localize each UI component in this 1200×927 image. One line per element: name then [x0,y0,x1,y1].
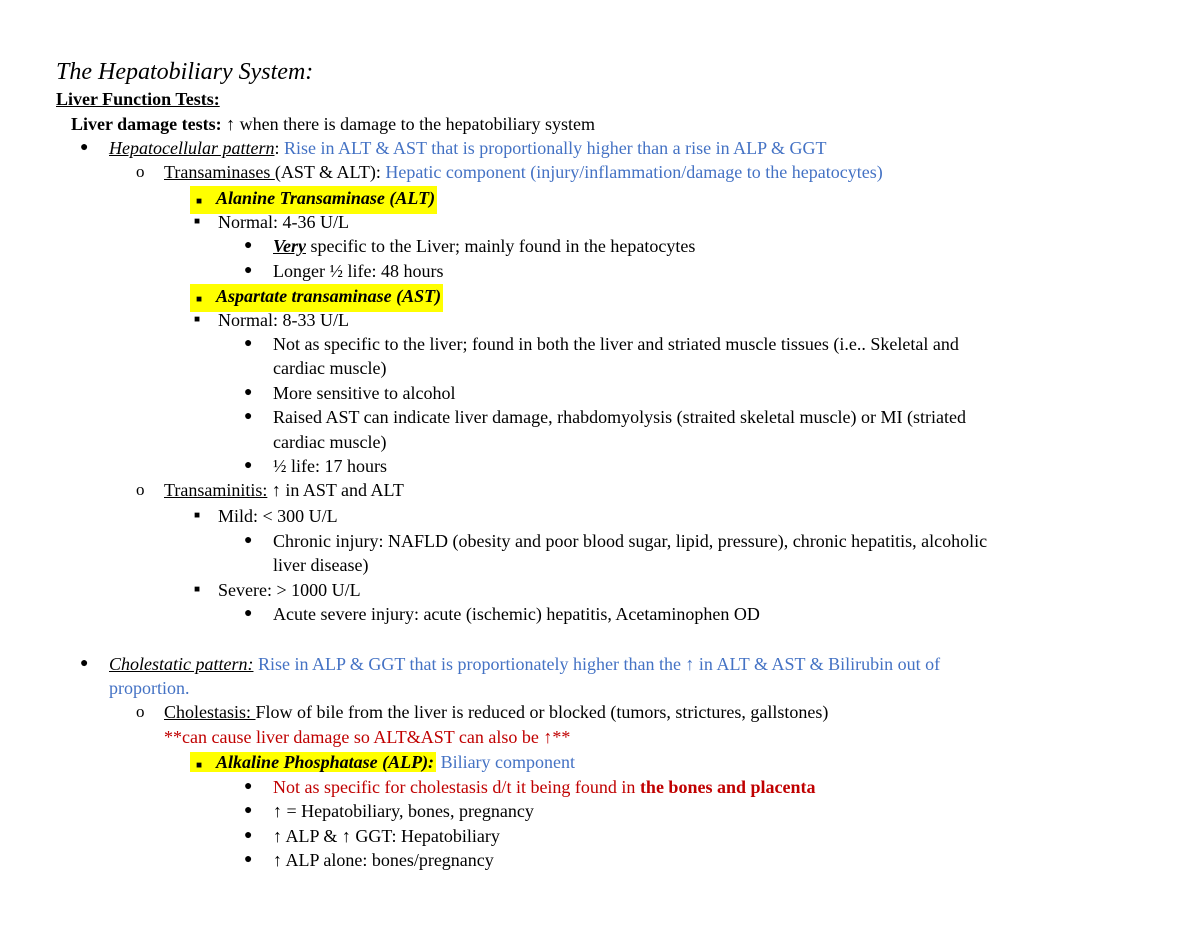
alp-line [190,750,575,778]
bullet-icon: ● [244,238,253,253]
bullet-icon: ● [244,803,253,818]
alp-b4: ↑ ALP alone: bones/pregnancy [273,850,494,870]
alp-b1-text: Not as specific for cholestasis d/t it being found in [273,777,640,797]
alp-b3: ↑ ALP & ↑ GGT: Hepatobiliary [273,826,500,846]
bullet-icon: ● [244,385,253,400]
alt-name: Alanine Transaminase (ALT) [216,188,436,208]
alt-normal: Normal: 4-36 U/L [218,212,349,232]
mild-bullet: Chronic injury: NAFLD (obesity and poor blood sugar, lipid, pressure), chronic hepatitis, alcoholic [273,531,988,551]
alp-b2: ↑ = Hepatobiliary, bones, pregnancy [273,801,534,821]
bullet-icon: ● [244,409,253,424]
transaminitis-label: Transaminitis: [164,480,268,500]
bullet-icon: ● [80,140,89,155]
square-bullet-icon: ■ [194,314,201,325]
ast-b1-cont: cardiac muscle) [273,358,387,378]
bullet-icon: ● [244,263,253,278]
alt-halflife: Longer ½ life: 48 hours [273,261,444,281]
bullet-icon: ● [244,336,253,351]
ast-name: Aspartate transaminase (AST) [216,286,442,306]
cholestatic-line [109,652,940,676]
severe-bullet: Acute severe injury: acute (ischemic) hepatitis, Acetaminophen OD [273,604,760,624]
ast-b4: ½ life: 17 hours [273,456,387,476]
square-bullet-icon: ■ [194,216,201,227]
intro-line [71,112,595,136]
square-bullet-icon: ■ [196,294,203,305]
page-title: The Hepatobiliary System: [56,59,314,85]
square-bullet-icon: ■ [196,760,203,771]
alp-b1-bold: the bones and placenta [639,777,816,797]
transaminases-line [164,160,883,184]
bullet-icon: ● [244,458,253,473]
section-heading: Liver Function Tests: [56,89,220,109]
bullet-icon: ● [80,656,89,671]
ast-b2: More sensitive to alcohol [273,383,456,403]
bullet-icon: ● [244,606,253,621]
cholestasis-text: Flow of bile from the liver is reduced or blocked (tumors, strictures, gallstones) [255,702,829,722]
ast-normal: Normal: 8-33 U/L [218,310,349,330]
square-bullet-icon: ■ [194,584,201,595]
intro-text: ↑ when there is damage to the hepatobiliary system [221,114,596,134]
transaminases-text: Hepatic component (injury/inflammation/damage to the hepatocytes) [385,162,883,182]
circle-bullet-icon: o [136,162,145,181]
alt-specific [273,234,695,258]
circle-bullet-icon: o [136,702,145,721]
mild-line: Mild: < 300 U/L [218,506,338,526]
intro-label: Liver damage tests: [71,114,222,134]
circle-bullet-icon: o [136,480,145,499]
transaminitis-text: ↑ in AST and ALT [267,480,404,500]
hepatocellular-colon: : [274,138,284,158]
ast-b3: Raised AST can indicate liver damage, rhabdomyolysis (straited skeletal muscle) or MI (striated [273,407,966,427]
ast-b1: Not as specific to the liver; found in both the liver and striated muscle tissues (i.e.. Skeletal and [273,334,959,354]
ast-b3-cont: cardiac muscle) [273,432,387,452]
cholestatic-label: Cholestatic pattern: [109,654,254,674]
alt-very: Very [273,236,306,256]
alp-heading [190,752,436,772]
severe-line: Severe: > 1000 U/L [218,580,361,600]
mild-bullet-cont: liver disease) [273,555,369,575]
alt-specific-text: specific to the Liver; mainly found in the hepatocytes [306,236,696,256]
bullet-icon: ● [244,828,253,843]
cholestasis-warning: **can cause liver damage so ALT&AST can also be ↑** [164,727,571,747]
square-bullet-icon: ■ [194,510,201,521]
transaminitis-line [164,478,404,502]
alp-name: Alkaline Phosphatase (ALP): [216,752,435,772]
cholestatic-text: Rise in ALP & GGT that is proportionately higher than the ↑ in ALT & AST & Bilirubin out of [253,654,941,674]
alp-b1 [273,775,815,799]
bullet-icon: ● [244,533,253,548]
bullet-icon: ● [244,779,253,794]
cholestasis-line [164,700,828,724]
transaminases-label: Transaminases [164,162,275,182]
hepatocellular-text: Rise in ALT & AST that is proportionally higher than a rise in ALP & GGT [284,138,827,158]
hepatocellular-line [109,136,826,160]
transaminases-paren: (AST & ALT): [274,162,386,182]
alp-text: Biliary component [436,752,576,772]
square-bullet-icon: ■ [196,196,203,207]
cholestasis-label: Cholestasis: [164,702,256,722]
hepatocellular-label: Hepatocellular pattern [109,138,275,158]
bullet-icon: ● [244,852,253,867]
cholestatic-text-cont: proportion. [109,678,190,698]
